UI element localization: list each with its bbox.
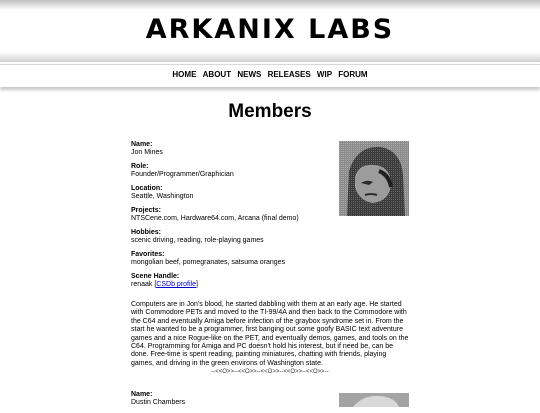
nav-home[interactable]: HOME: [172, 70, 197, 79]
section-divider: --<<O>>--<<O>>--<<O>>--<<O>>--<<O>>--: [211, 369, 329, 375]
main-nav: [0, 70, 540, 79]
field-hobbies: Hobbies: scenic driving, reading, role-playing games: [131, 229, 264, 244]
nav-wip[interactable]: WIP: [316, 70, 333, 79]
nav-about[interactable]: ABOUT: [202, 70, 232, 79]
nav-forum[interactable]: FORUM: [338, 70, 368, 79]
site-logo[interactable]: ARKANIX LABS: [145, 14, 395, 45]
nav-news[interactable]: NEWS: [237, 70, 262, 79]
page-title: Members: [228, 101, 312, 122]
csdb-profile-link[interactable]: CSDb profile: [156, 281, 196, 288]
portrait-image: [339, 141, 409, 216]
field-name: Name: Jon Mines: [131, 141, 163, 156]
field-scene-handle: Scene Handle: renaak [CSDb profile]: [131, 273, 198, 288]
field-location: Location: Seattle, Washington: [131, 185, 194, 200]
field-role: Role: Founder/Programmer/Graphician: [131, 163, 234, 178]
scene-handle-value: renaak: [131, 281, 153, 288]
field-favorites: Favorites: mongolian beef, pomegranates, satsuma oranges: [131, 251, 286, 266]
member-bio: Computers are in Jon's blood, he started dabbling with them at an early age. He started with Commodore PETs and moved to the TI-99/4A and then back to the Commodore with the C64 and eventually Amiga before infection of the graybox syndrome set in. From the start he wanted to be a programmer, first banging out some goofy BASIC text adventure games and a nice Rogue-like on the PET, and eventually demos, games, and tools on the C64. Programming for Amiga and PC doesn't hold his interest, but if need be, can be done. Free-time is spent reading, painting miniatures, chatting with friends, playing games, and driving in the green environs of Washington state.: [131, 301, 409, 367]
nav-releases[interactable]: RELEASES: [267, 70, 311, 79]
field-name-2: Name: Dustin Chambers: [131, 391, 186, 406]
field-projects: Projects: NTSCene.com, Hardware64.com, Arcana (final demo): [131, 207, 299, 222]
